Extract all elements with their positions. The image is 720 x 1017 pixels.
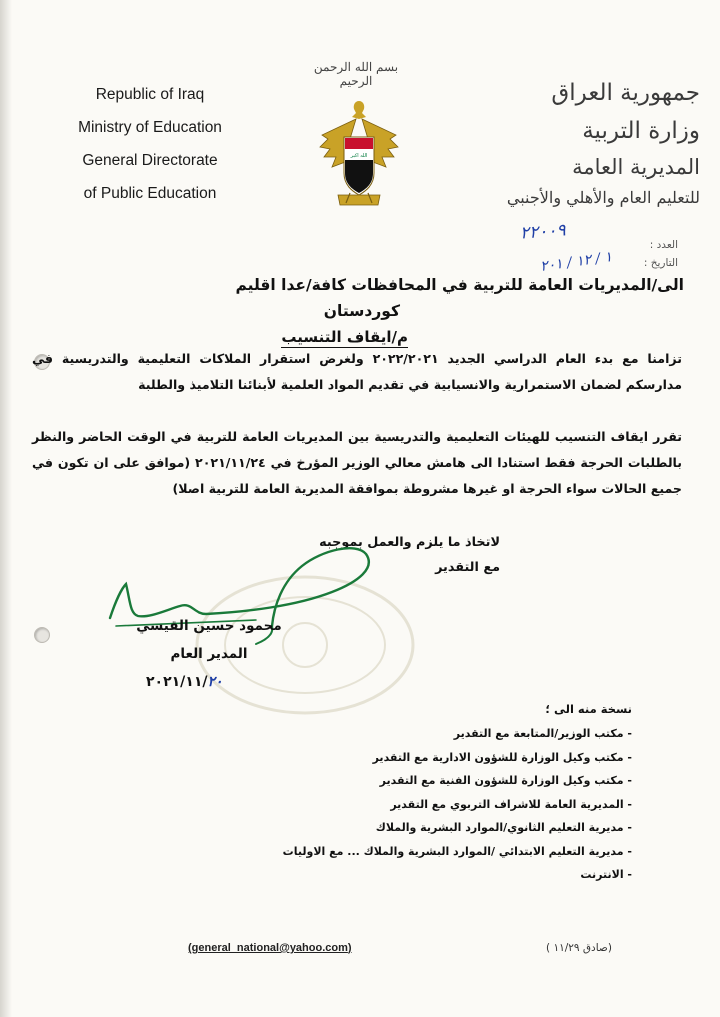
- list-item: - مديرية التعليم الثانوي/الموارد البشرية والملاك: [375, 821, 632, 834]
- iraq-eagle-emblem-icon: [318, 95, 400, 221]
- letterhead-ar-line4: للتعليم العام والأهلي والأجنبي: [506, 188, 700, 207]
- letter-subject: م/ايقاف التنسيب: [281, 328, 408, 346]
- date-label: التاريخ :: [643, 257, 678, 269]
- signer-name: محمود حسين القيسي: [136, 618, 282, 634]
- reference-block: [644, 236, 678, 272]
- footer-outgoing-ref: (صادق ١١/٢٩ ): [546, 942, 612, 954]
- copies-title: نسخة منه الى ؛: [545, 702, 632, 716]
- page-edge-shadow: [0, 0, 12, 1017]
- body-paragraph-1: تزامنا مع بدء العام الدراسي الجديد ٢٠٢٢/٢٠٢١ ولغرض استقرار الملاكات التعليمية والتدريسية في مدارسكم لضمان الاستمرارية والانسيابية في تقديم المواد العلمية لأبنائنا التلاميذ والطلبة: [32, 351, 682, 392]
- list-item: - مكتب وكيل الوزارة للشؤون الفنية مع التقدير: [379, 774, 632, 787]
- list-item: - الانترنت: [580, 868, 632, 881]
- reference-number-handwritten: ٢٢٠٠٩: [519, 220, 567, 244]
- signature-date-handwritten: ٢٠: [207, 674, 223, 690]
- list-item: - مكتب الوزير/المتابعة مع التقدير: [453, 727, 632, 740]
- basmala: بسم الله الرحمن الرحيم: [313, 60, 399, 88]
- signature-date: [146, 674, 223, 690]
- addressee-line: الى/المديريات العامة للتربية في المحافظات كافة/عدا اقليم: [235, 276, 684, 294]
- list-item: - المديرية العامة للاشراف التربوي مع التقدير: [390, 797, 632, 811]
- number-label: العدد :: [649, 239, 678, 251]
- copies-list: [272, 722, 632, 887]
- letterhead-en-line4: of Public Education: [83, 185, 217, 202]
- footer-email[interactable]: general_national@yahoo.com: [191, 942, 348, 954]
- letterhead-ar-line3: المديرية العامة: [572, 155, 700, 179]
- closing-line-2: مع التقدير: [435, 560, 500, 575]
- punch-hole-bottom: [34, 627, 50, 643]
- reference-date-handwritten: ١ / ١٢ / ٢٠١: [539, 249, 614, 275]
- list-item: - مديرية التعليم الابتدائي /الموارد البشرية والملاك ... مع الاوليات: [282, 844, 632, 858]
- letterhead-ar-line1: جمهورية العراق: [551, 80, 700, 106]
- closing-line-1: لاتخاذ ما يلزم والعمل بموجبه: [319, 535, 500, 550]
- letterhead-en-line2: Ministry of Education: [78, 119, 222, 136]
- body-paragraph-2: تقرر ايقاف التنسيب للهيئات التعليمية والتدريسية بين المديريات العامة للتربية في الوقت الحاضر والنظر بالطلبات الحرجة فقط استنادا الى هامش معالي الوزير المؤرخ في ٢٠٢١/١١/٢٤ (موافق على ان تكون في جميع الحالات سواء الحرجة او غيرها مشروطة بموافقة المديرية العامة للتربية اصلا): [32, 429, 683, 496]
- svg-text:الله اكبر: الله اكبر: [350, 153, 368, 159]
- addressee-line-2: كوردستان: [323, 302, 400, 320]
- letterhead-en-line3: General Directorate: [82, 152, 218, 169]
- signature-date-printed: ٢٠٢١/١١/: [146, 674, 208, 690]
- signer-block: [134, 612, 284, 668]
- signer-title: المدير العام: [170, 646, 248, 662]
- letterhead-arabic: [470, 74, 700, 212]
- letterhead-en-line1: Republic of Iraq: [95, 86, 205, 103]
- footer-email-link[interactable]: (general_national@yahoo.com): [188, 942, 352, 954]
- letterhead-ar-line2: وزارة التربية: [582, 118, 700, 144]
- letterhead-english: [60, 78, 240, 210]
- list-item: - مكتب وكيل الوزارة للشؤون الادارية مع التقدير: [372, 750, 632, 764]
